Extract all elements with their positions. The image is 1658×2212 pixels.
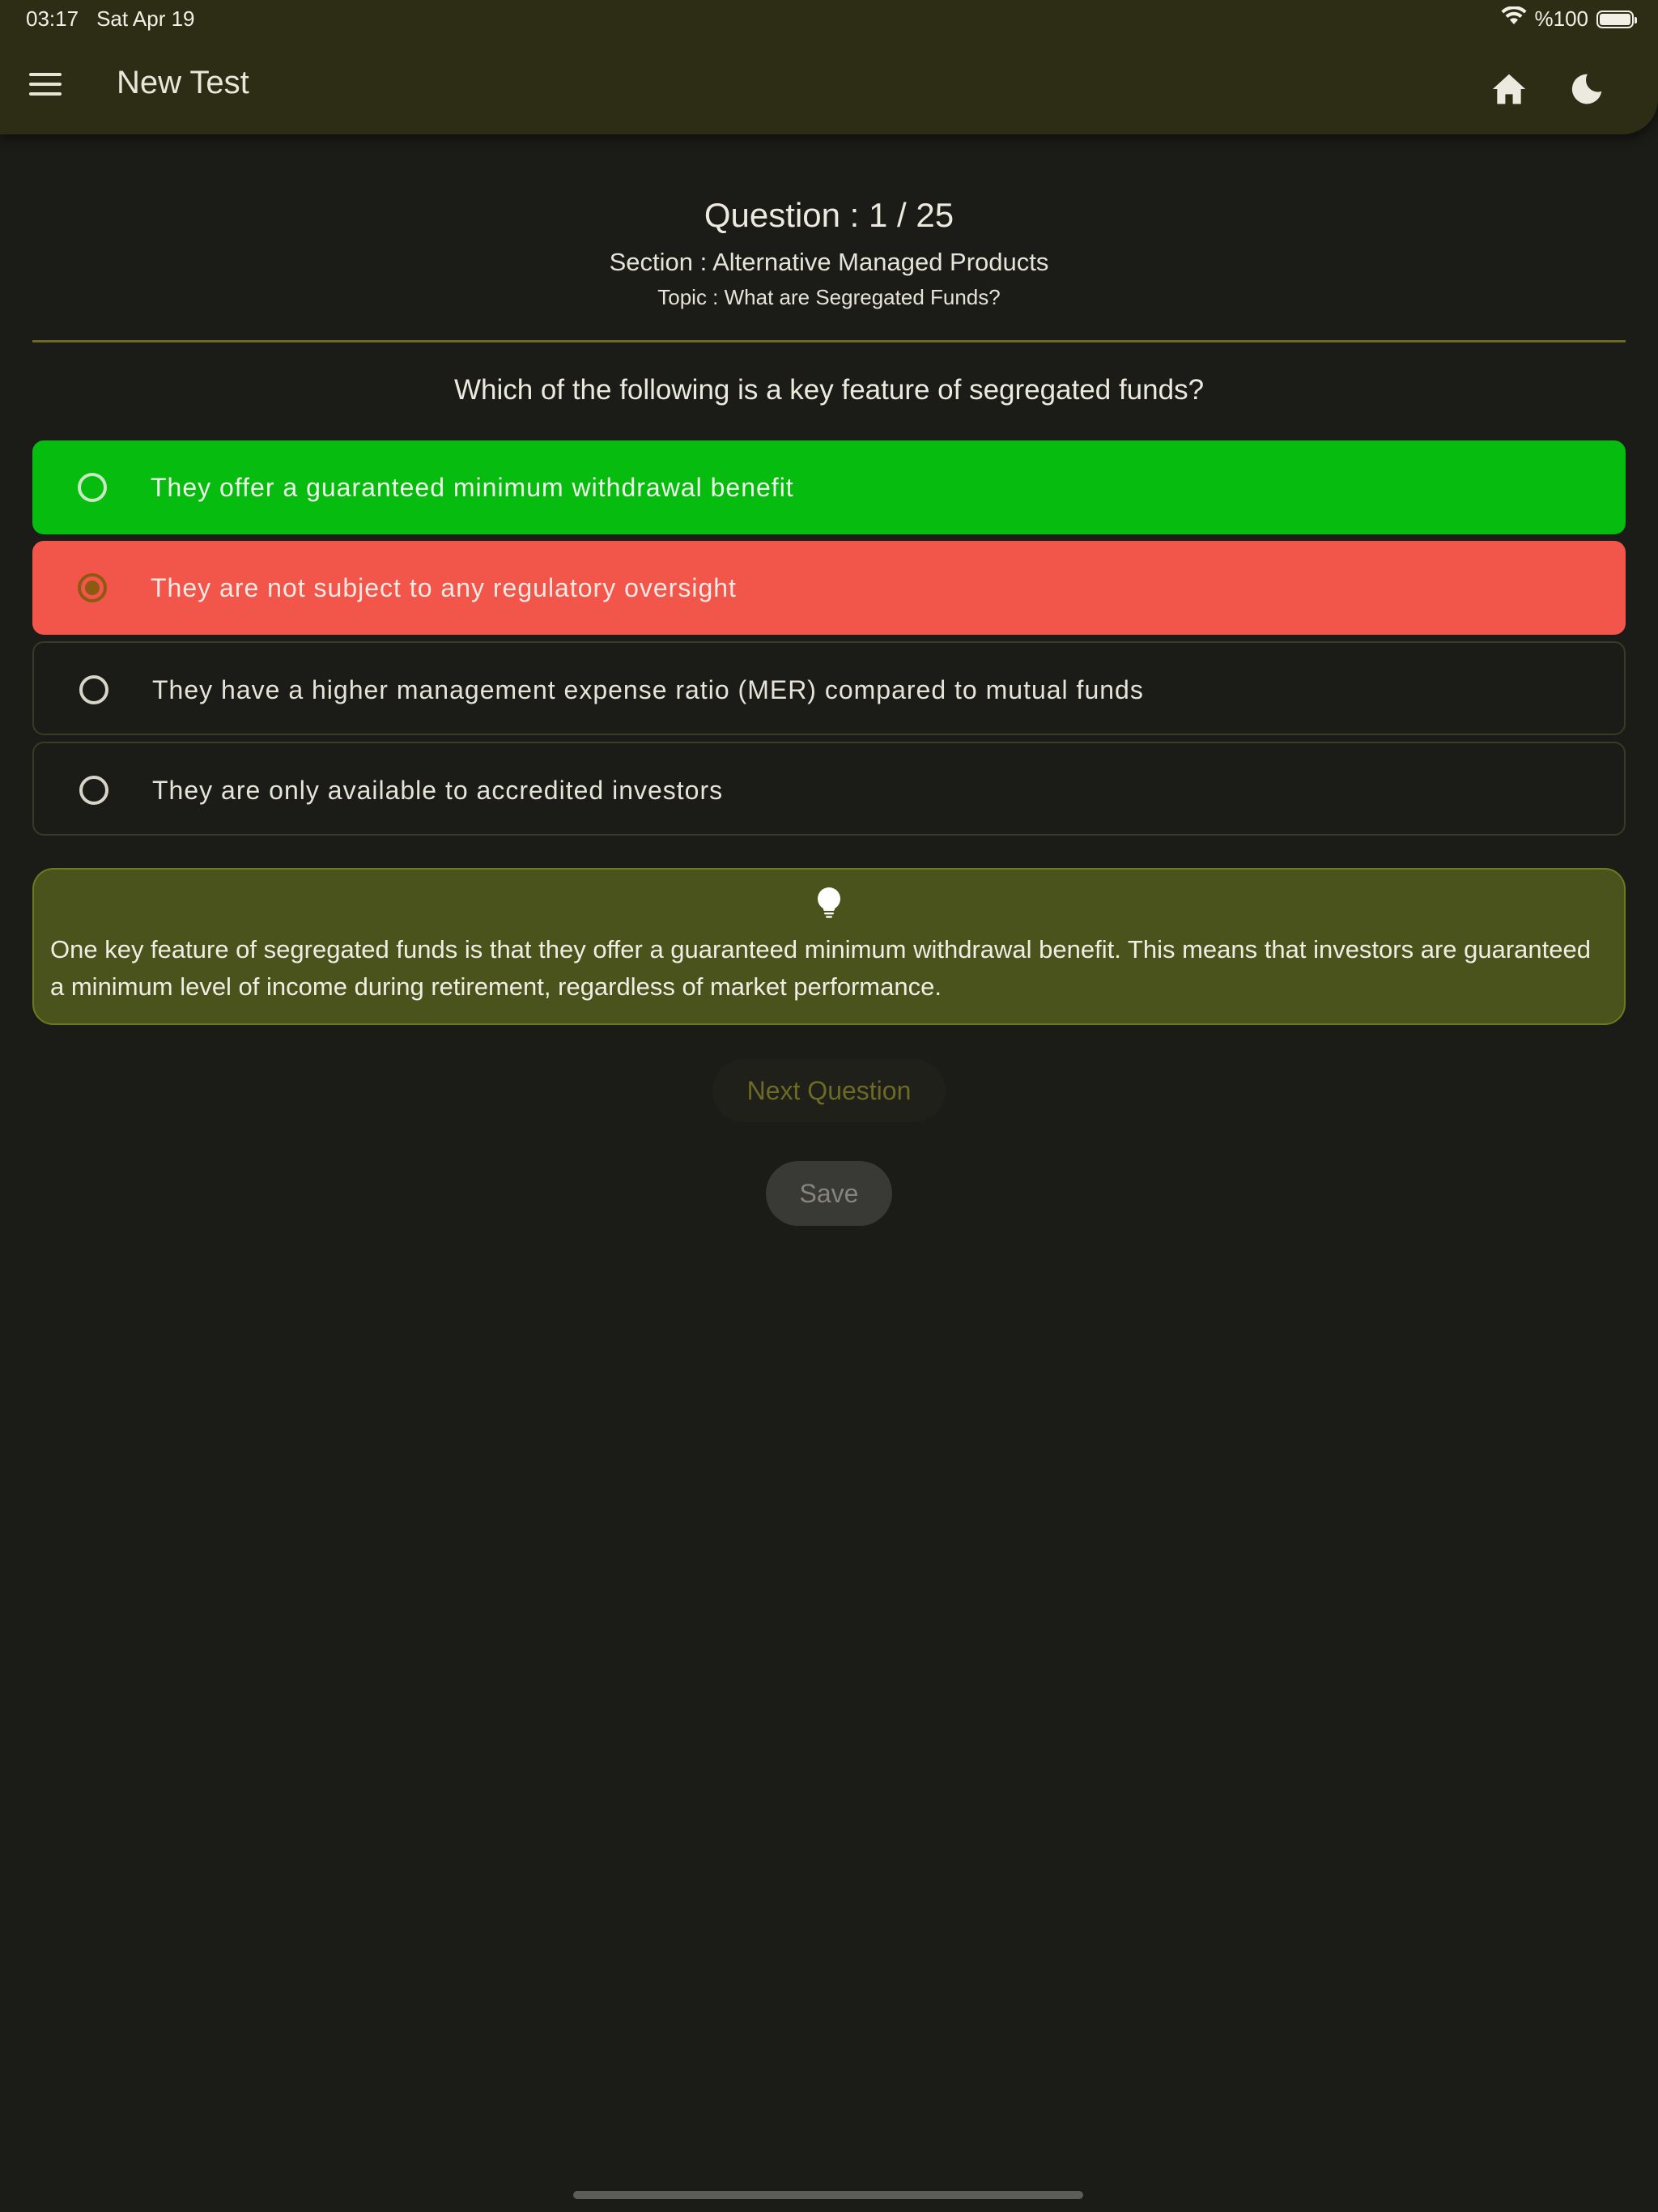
battery-icon	[1596, 11, 1634, 28]
radio-button[interactable]	[78, 473, 107, 502]
explanation-card	[32, 868, 1626, 1025]
menu-button[interactable]	[29, 73, 62, 97]
explanation-text: One key feature of segregated funds is that they offer a guaranteed minimum withdrawal benefit. This means that investors are guaranteed a minimum level of income during retirement, regardless of market performance.	[50, 935, 1592, 1001]
menu-icon	[29, 73, 62, 96]
answer-option-3[interactable]	[32, 641, 1626, 735]
header-divider	[32, 340, 1626, 342]
answer-option-label: They offer a guaranteed minimum withdrawal benefit	[151, 473, 794, 502]
home-icon	[1491, 72, 1527, 106]
page-title: New Test	[117, 65, 249, 100]
answer-option-label: They have a higher management expense ratio (MER) compared to mutual funds	[152, 675, 1144, 704]
app-bar	[0, 0, 1658, 134]
moon-icon	[1569, 71, 1605, 107]
battery-level	[1600, 14, 1630, 25]
status-date: Sat Apr 19	[96, 6, 195, 31]
radio-button-selected[interactable]	[78, 573, 107, 602]
question-text: Which of the following is a key feature of segregated funds?	[453, 374, 1205, 406]
next-question-button[interactable]: Next Question	[712, 1059, 946, 1122]
theme-toggle-button[interactable]	[1566, 68, 1608, 110]
question-section: Section : Alternative Managed Products	[609, 248, 1049, 276]
save-button[interactable]: Save	[766, 1161, 892, 1226]
answer-option-2[interactable]	[32, 541, 1626, 635]
home-indicator[interactable]	[573, 2191, 1083, 2199]
battery-percent: %100	[1534, 6, 1588, 31]
question-topic: Topic : What are Segregated Funds?	[657, 285, 1001, 309]
answer-option-label: They are only available to accredited investors	[152, 776, 724, 805]
answer-option-label: They are not subject to any regulatory oversight	[151, 573, 737, 602]
home-button[interactable]	[1488, 68, 1530, 110]
wifi-icon	[1501, 6, 1527, 32]
answer-option-1[interactable]	[32, 440, 1626, 534]
question-counter: Question : 1 / 25	[704, 196, 954, 234]
radio-button[interactable]	[79, 675, 108, 704]
radio-button[interactable]	[79, 776, 108, 805]
status-bar-right	[1501, 6, 1635, 32]
lightbulb-icon	[816, 887, 842, 920]
status-bar-left	[26, 6, 195, 32]
status-time: 03:17	[26, 6, 79, 31]
answer-option-4[interactable]	[32, 742, 1626, 836]
